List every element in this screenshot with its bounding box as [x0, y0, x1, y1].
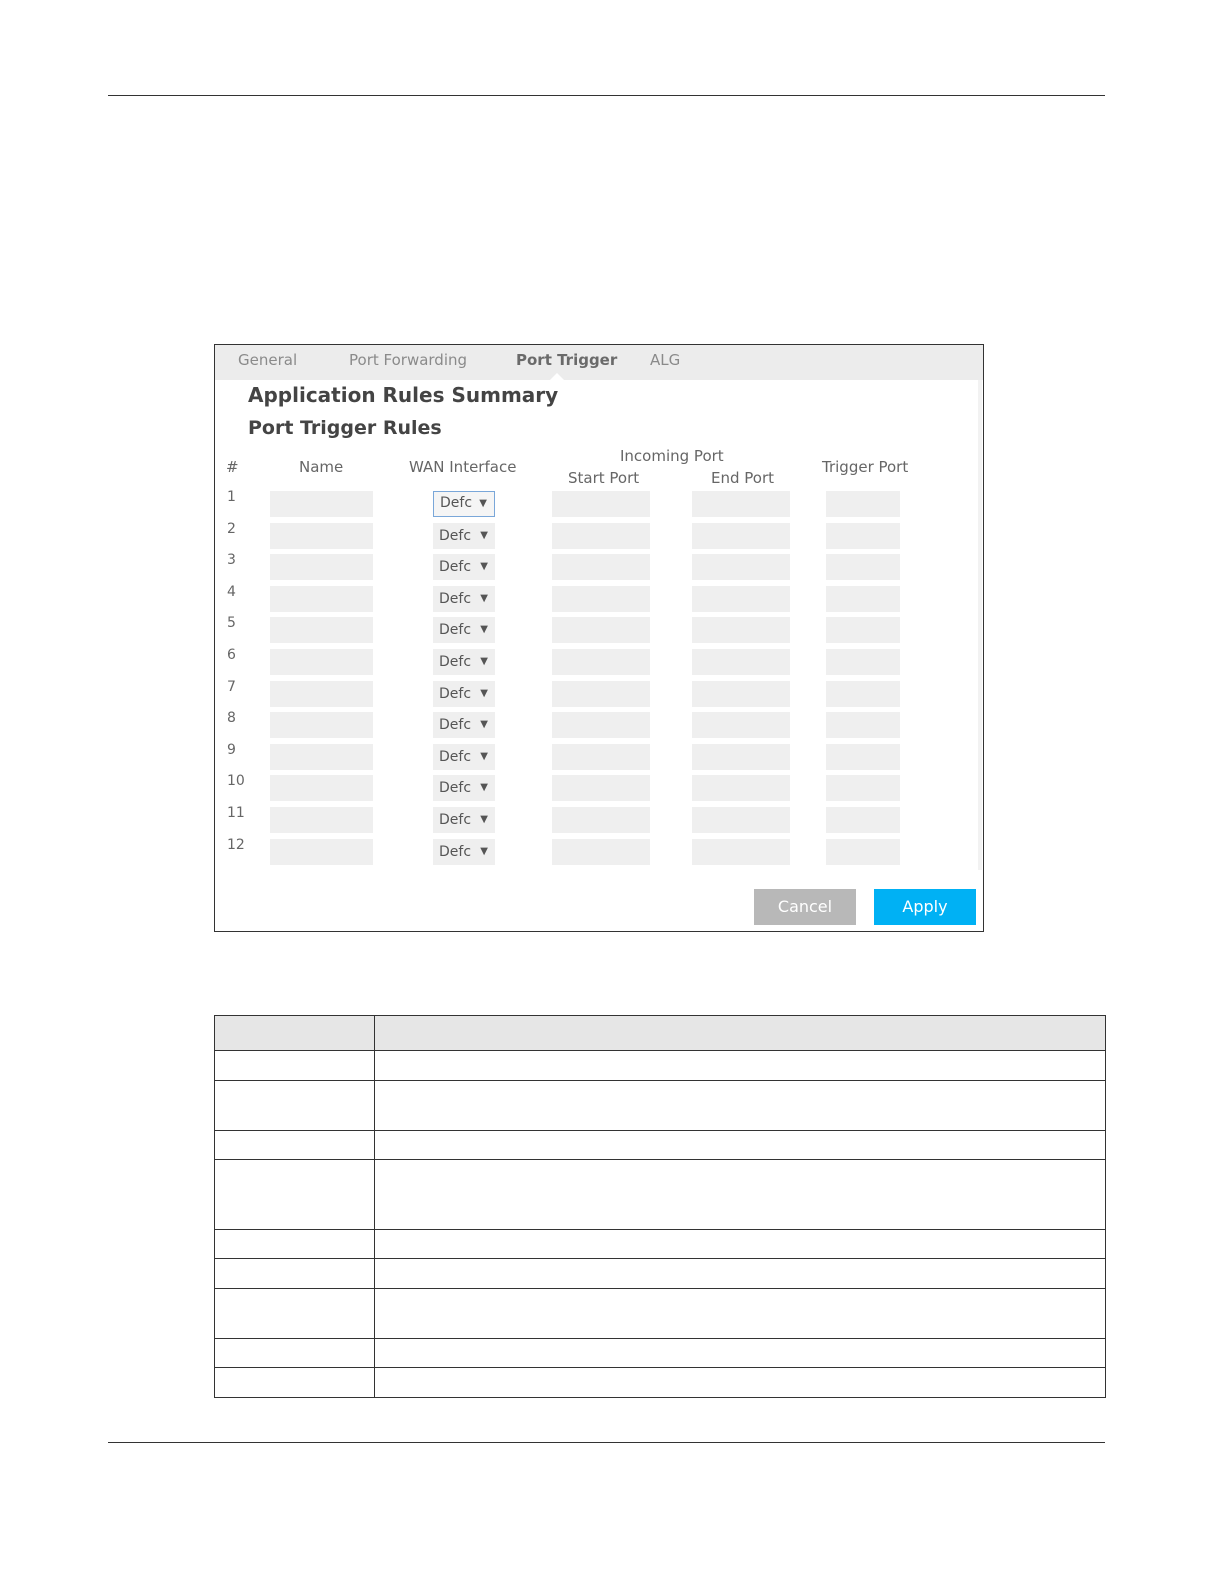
- wan-interface-value: Defc: [439, 654, 472, 670]
- active-tab-indicator: [550, 373, 564, 380]
- dropdown-arrow-icon: ▼: [480, 782, 488, 793]
- table-cell: [375, 1230, 1106, 1259]
- table-cell: [215, 1289, 375, 1339]
- wan-interface-value: Defc: [439, 717, 472, 733]
- scrollbar[interactable]: [978, 380, 982, 870]
- col-header-num: #: [226, 458, 239, 476]
- trigger-port-input[interactable]: [826, 617, 900, 643]
- dropdown-arrow-icon: ▼: [480, 593, 488, 604]
- start-port-input[interactable]: [552, 744, 650, 770]
- dropdown-arrow-icon: ▼: [479, 498, 487, 509]
- dropdown-arrow-icon: ▼: [480, 688, 488, 699]
- tab-port-trigger[interactable]: Port Trigger: [516, 351, 618, 369]
- end-port-input[interactable]: [692, 554, 790, 580]
- trigger-port-input[interactable]: [826, 491, 900, 517]
- page-title: Application Rules Summary: [248, 383, 559, 407]
- start-port-input[interactable]: [552, 491, 650, 517]
- wan-interface-select[interactable]: [433, 649, 495, 675]
- col-header-incoming: Incoming Port: [620, 447, 724, 465]
- dropdown-arrow-icon: ▼: [480, 656, 488, 667]
- row-number: 2: [227, 521, 236, 537]
- col-header-start: Start Port: [568, 469, 640, 487]
- trigger-port-input[interactable]: [826, 744, 900, 770]
- table-row: [215, 1259, 1106, 1289]
- table-cell: [215, 1051, 375, 1081]
- dropdown-arrow-icon: ▼: [480, 751, 488, 762]
- section-title: Port Trigger Rules: [248, 417, 442, 439]
- row-number: 11: [227, 805, 245, 821]
- name-input[interactable]: [270, 617, 373, 643]
- wan-interface-select[interactable]: [433, 839, 495, 865]
- trigger-port-input[interactable]: [826, 807, 900, 833]
- row-number: 1: [227, 489, 236, 505]
- start-port-input[interactable]: [552, 775, 650, 801]
- table-cell: [375, 1289, 1106, 1339]
- row-number: 12: [227, 837, 245, 853]
- table-row: [215, 1339, 1106, 1368]
- name-input[interactable]: [270, 744, 373, 770]
- table-row: [215, 1230, 1106, 1259]
- wan-interface-select[interactable]: [433, 775, 495, 801]
- start-port-input[interactable]: [552, 523, 650, 549]
- trigger-port-input[interactable]: [826, 839, 900, 865]
- start-port-input[interactable]: [552, 839, 650, 865]
- col-header-end: End Port: [711, 469, 775, 487]
- table-cell: [375, 1259, 1106, 1289]
- table-row: [215, 1289, 1106, 1339]
- table-cell: [215, 1016, 375, 1051]
- wan-interface-value: Defc: [439, 844, 472, 860]
- end-port-input[interactable]: [692, 744, 790, 770]
- description-table: [214, 1015, 1106, 1398]
- table-row: [215, 1160, 1106, 1230]
- dropdown-arrow-icon: ▼: [480, 719, 488, 730]
- start-port-input[interactable]: [552, 617, 650, 643]
- wan-interface-value: Defc: [439, 622, 472, 638]
- start-port-input[interactable]: [552, 807, 650, 833]
- table-cell: [215, 1131, 375, 1160]
- name-input[interactable]: [270, 523, 373, 549]
- wan-interface-value: Defc: [439, 812, 472, 828]
- col-header-trigger: Trigger Port: [822, 458, 909, 476]
- wan-interface-select[interactable]: [433, 491, 495, 517]
- header-rule: [108, 95, 1105, 96]
- start-port-input[interactable]: [552, 681, 650, 707]
- trigger-port-input[interactable]: [826, 712, 900, 738]
- table-cell: [215, 1160, 375, 1230]
- table-cell: [375, 1016, 1106, 1051]
- table-cell: [215, 1259, 375, 1289]
- wan-interface-value: Defc: [439, 559, 472, 575]
- row-number: 3: [227, 552, 236, 568]
- name-input[interactable]: [270, 649, 373, 675]
- end-port-input[interactable]: [692, 586, 790, 612]
- footer-rule: [108, 1442, 1105, 1443]
- dropdown-arrow-icon: ▼: [480, 624, 488, 635]
- end-port-input[interactable]: [692, 617, 790, 643]
- row-number: 9: [227, 742, 236, 758]
- name-input[interactable]: [270, 839, 373, 865]
- dropdown-arrow-icon: ▼: [480, 846, 488, 857]
- dropdown-arrow-icon: ▼: [480, 561, 488, 572]
- tab-alg[interactable]: ALG: [650, 351, 681, 369]
- end-port-input[interactable]: [692, 712, 790, 738]
- row-number: 4: [227, 584, 236, 600]
- col-header-wan: WAN Interface: [409, 458, 517, 476]
- table-cell: [215, 1081, 375, 1131]
- start-port-input[interactable]: [552, 712, 650, 738]
- wan-interface-value: Defc: [439, 591, 472, 607]
- tab-bar: [215, 345, 983, 380]
- table-cell: [215, 1368, 375, 1398]
- table-row: [215, 1051, 1106, 1081]
- apply-button[interactable]: Apply: [874, 889, 976, 925]
- table-row: [215, 1368, 1106, 1398]
- wan-interface-value: Defc: [439, 528, 472, 544]
- dropdown-arrow-icon: ▼: [480, 530, 488, 541]
- start-port-input[interactable]: [552, 649, 650, 675]
- trigger-port-input[interactable]: [826, 775, 900, 801]
- dropdown-arrow-icon: ▼: [480, 814, 488, 825]
- table-cell: [375, 1368, 1106, 1398]
- trigger-port-input[interactable]: [826, 523, 900, 549]
- end-port-input[interactable]: [692, 775, 790, 801]
- wan-interface-value: Defc: [439, 686, 472, 702]
- tab-port-forwarding[interactable]: Port Forwarding: [349, 351, 468, 369]
- trigger-port-input[interactable]: [826, 649, 900, 675]
- name-input[interactable]: [270, 807, 373, 833]
- start-port-input[interactable]: [552, 586, 650, 612]
- trigger-port-input[interactable]: [826, 554, 900, 580]
- table-row: [215, 1131, 1106, 1160]
- wan-interface-select[interactable]: [433, 744, 495, 770]
- table-cell: [215, 1230, 375, 1259]
- wan-interface-select[interactable]: [433, 617, 495, 643]
- table-cell: [375, 1339, 1106, 1368]
- end-port-input[interactable]: [692, 839, 790, 865]
- table-cell: [375, 1160, 1106, 1230]
- wan-interface-value: Defc: [439, 780, 472, 796]
- col-header-name: Name: [299, 458, 344, 476]
- row-number: 7: [227, 679, 236, 695]
- tab-general[interactable]: General: [238, 351, 298, 369]
- wan-interface-select[interactable]: [433, 586, 495, 612]
- row-number: 6: [227, 647, 236, 663]
- name-input[interactable]: [270, 554, 373, 580]
- table-row: [215, 1081, 1106, 1131]
- name-input[interactable]: [270, 712, 373, 738]
- table-header-row: [215, 1016, 1106, 1051]
- port-trigger-screenshot: [214, 344, 984, 932]
- wan-interface-value: Defc: [439, 749, 472, 765]
- trigger-port-input[interactable]: [826, 681, 900, 707]
- table-cell: [375, 1131, 1106, 1160]
- wan-interface-select[interactable]: [433, 523, 495, 549]
- row-number: 8: [227, 710, 236, 726]
- cancel-button[interactable]: Cancel: [754, 889, 856, 925]
- name-input[interactable]: [270, 775, 373, 801]
- name-input[interactable]: [270, 491, 373, 517]
- end-port-input[interactable]: [692, 649, 790, 675]
- table-cell: [375, 1081, 1106, 1131]
- end-port-input[interactable]: [692, 491, 790, 517]
- table-cell: [375, 1051, 1106, 1081]
- name-input[interactable]: [270, 586, 373, 612]
- wan-interface-select[interactable]: [433, 681, 495, 707]
- start-port-input[interactable]: [552, 554, 650, 580]
- end-port-input[interactable]: [692, 807, 790, 833]
- end-port-input[interactable]: [692, 681, 790, 707]
- table-cell: [215, 1339, 375, 1368]
- wan-interface-select[interactable]: [433, 554, 495, 580]
- end-port-input[interactable]: [692, 523, 790, 549]
- wan-interface-select[interactable]: [433, 712, 495, 738]
- row-number: 10: [227, 773, 245, 789]
- name-input[interactable]: [270, 681, 373, 707]
- row-number: 5: [227, 615, 236, 631]
- wan-interface-select[interactable]: [433, 807, 495, 833]
- trigger-port-input[interactable]: [826, 586, 900, 612]
- wan-interface-value: Defc: [440, 495, 473, 511]
